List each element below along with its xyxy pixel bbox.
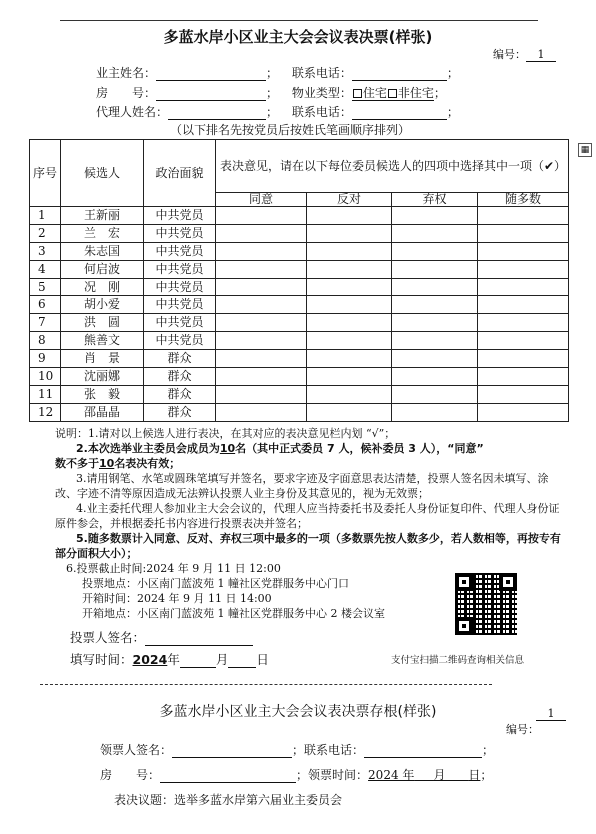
header-politics: 政治面貌	[144, 140, 216, 207]
oppose-cell[interactable]	[307, 385, 392, 403]
table-row	[30, 296, 569, 314]
follow-majority-cell[interactable]	[478, 278, 569, 296]
note-3: 3.请用钢笔、水笔或圆珠笔填写并签名，要求字迹及字面意思表达清楚，投票人签名因未填写、涂改、字迹不清等原因造成无法辨认投票人业主身份及其意见的，视为无效票；	[55, 472, 549, 500]
row-politics: 群众	[144, 350, 216, 368]
note-6: 6.投票截止时间:2024 年 9 月 11 日 12:00	[66, 562, 281, 575]
fill-time-row: 填写时间：2024年 月 日	[70, 652, 269, 667]
order-note: （以下排名先按党员后按姓氏笔画顺序排列）	[170, 123, 411, 137]
receive-time-label: 领票时间：	[308, 768, 369, 782]
open-location: 开箱地点：小区南门蓝波苑 1 幢社区党群服务中心 2 楼会议室	[82, 607, 385, 620]
abstain-cell[interactable]	[392, 224, 478, 242]
agree-cell[interactable]	[216, 207, 307, 225]
fill-time-label: 填写时间：	[70, 652, 133, 667]
agree-cell[interactable]	[216, 314, 307, 332]
room-label: 房 号：	[96, 86, 157, 100]
candidate-table	[29, 139, 569, 422]
room-field[interactable]	[156, 88, 266, 101]
receive-date[interactable]: 2024 年 月 日	[368, 768, 481, 782]
oppose-cell[interactable]	[307, 350, 392, 368]
owner-name-label: 业主姓名：	[96, 66, 157, 80]
agree-cell[interactable]	[216, 403, 307, 421]
oppose-cell[interactable]	[307, 403, 392, 421]
oppose-cell[interactable]	[307, 260, 392, 278]
header-oppose: 反对	[307, 193, 392, 207]
row-politics: 群众	[144, 368, 216, 386]
row-candidate-name: 朱志国	[61, 242, 144, 260]
stub-number-value: 1	[536, 707, 566, 721]
top-rule	[60, 20, 538, 21]
row-candidate-name: 何启波	[61, 260, 144, 278]
agree-cell[interactable]	[216, 385, 307, 403]
stub-topic: 表决议题：选举多蓝水岸第六届业主委员会	[114, 793, 343, 807]
number-value: 1	[526, 49, 556, 62]
agree-cell[interactable]	[216, 242, 307, 260]
follow-majority-cell[interactable]	[478, 332, 569, 350]
abstain-cell[interactable]	[392, 207, 478, 225]
vote-location: 投票地点：小区南门蓝波苑 1 幢社区党群服务中心门口	[82, 577, 349, 590]
table-row	[30, 368, 569, 386]
row-no: 11	[30, 385, 61, 403]
table-row	[30, 207, 569, 225]
follow-majority-cell[interactable]	[478, 314, 569, 332]
oppose-cell[interactable]	[307, 314, 392, 332]
row-candidate-name: 邵晶晶	[61, 403, 144, 421]
oppose-cell[interactable]	[307, 332, 392, 350]
agree-cell[interactable]	[216, 368, 307, 386]
header-candidate: 候选人	[61, 140, 144, 207]
agent-row: 代理人姓名： ； 联系电话： ；	[96, 105, 459, 119]
stub-title: 多蓝水岸小区业主大会会议表决票存根(样张)	[159, 704, 437, 720]
table-row	[30, 403, 569, 421]
ballot-number	[493, 46, 556, 62]
table-row	[30, 224, 569, 242]
stub-number-label: 编号：	[506, 723, 539, 736]
note-1: 说明：1.请对以上候选人进行表决，在其对应的表决意见栏内划 “√”；	[55, 427, 396, 440]
row-politics: 中共党员	[144, 314, 216, 332]
follow-majority-cell[interactable]	[478, 350, 569, 368]
oppose-cell[interactable]	[307, 368, 392, 386]
room-row: 房 号： ； 物业类型： 住宅 非住宅；	[96, 86, 446, 100]
stub-row-1: 领票人签名： ；联系电话： ；	[100, 743, 495, 757]
row-no: 5	[30, 278, 61, 296]
table-row	[30, 314, 569, 332]
row-no: 4	[30, 260, 61, 278]
abstain-cell[interactable]	[392, 242, 478, 260]
cut-line	[40, 684, 492, 685]
header-opinion: 表决意见，请在以下每位委员候选人的四项中选择其中一项（✔）	[216, 140, 569, 193]
row-politics: 中共党员	[144, 296, 216, 314]
stub-phone-label: 联系电话：	[304, 743, 365, 757]
abstain-cell[interactable]	[392, 385, 478, 403]
row-candidate-name: 熊善文	[61, 332, 144, 350]
abstain-cell[interactable]	[392, 403, 478, 421]
row-no: 12	[30, 403, 61, 421]
stub-phone-field[interactable]	[364, 745, 482, 758]
follow-majority-cell[interactable]	[478, 368, 569, 386]
receiver-sign-field[interactable]	[172, 745, 292, 758]
alipay-note: 支付宝扫描二维码查询相关信息	[391, 655, 525, 666]
follow-majority-cell[interactable]	[478, 207, 569, 225]
table-row	[30, 350, 569, 368]
stub-row-2: 房 号： ；领票时间：2024 年 月 日；	[100, 768, 493, 782]
follow-majority-cell[interactable]	[478, 403, 569, 421]
row-candidate-name: 兰 宏	[61, 224, 144, 242]
header-no: 序号	[30, 140, 61, 207]
oppose-cell[interactable]	[307, 296, 392, 314]
voter-sign-row	[70, 628, 253, 646]
abstain-cell[interactable]	[392, 332, 478, 350]
follow-majority-cell[interactable]	[478, 296, 569, 314]
follow-majority-cell[interactable]	[478, 224, 569, 242]
owner-name-field[interactable]	[156, 68, 266, 81]
row-politics: 中共党员	[144, 242, 216, 260]
header-follow-majority: 随多数	[478, 193, 569, 207]
note-5: 5.随多数票计入同意、反对、弃权三项中最多的一项（多数票先按人数多少，若人数相等，再按专有部分面积大小）；	[55, 532, 561, 560]
row-candidate-name: 况 刚	[61, 278, 144, 296]
receiver-sign-label: 领票人签名：	[100, 743, 173, 757]
row-politics: 中共党员	[144, 207, 216, 225]
fill-year[interactable]: 2024	[132, 652, 168, 667]
agent-phone-field[interactable]	[352, 107, 447, 120]
table-row	[30, 385, 569, 403]
row-no: 7	[30, 314, 61, 332]
row-candidate-name: 胡小爱	[61, 296, 144, 314]
abstain-cell[interactable]	[392, 278, 478, 296]
fill-day-field[interactable]	[228, 655, 256, 668]
header-abstain: 弃权	[392, 193, 478, 207]
agree-cell[interactable]	[216, 350, 307, 368]
fill-month-field[interactable]	[180, 655, 216, 668]
row-candidate-name: 沈丽娜	[61, 368, 144, 386]
row-no: 8	[30, 332, 61, 350]
abstain-cell[interactable]	[392, 368, 478, 386]
follow-majority-cell[interactable]	[478, 242, 569, 260]
row-politics: 中共党员	[144, 260, 216, 278]
table-row	[30, 242, 569, 260]
agree-cell[interactable]	[216, 260, 307, 278]
agree-cell[interactable]	[216, 224, 307, 242]
row-no: 1	[30, 207, 61, 225]
agree-cell[interactable]	[216, 296, 307, 314]
oppose-cell[interactable]	[307, 207, 392, 225]
row-candidate-name: 肖 景	[61, 350, 144, 368]
owner-row: 业主姓名： ； 联系电话： ；	[96, 66, 459, 80]
agree-cell[interactable]	[216, 332, 307, 350]
row-politics: 中共党员	[144, 278, 216, 296]
header-agree: 同意	[216, 193, 307, 207]
residential-label: 住宅	[362, 86, 387, 100]
abstain-cell[interactable]	[392, 350, 478, 368]
table-row	[30, 260, 569, 278]
stub-number	[506, 721, 539, 737]
phone-field[interactable]	[352, 68, 447, 81]
ballot-title: 多蓝水岸小区业主大会会议表决票(样张)	[163, 28, 433, 46]
note-4: 4.业主委托代理人参加业主大会会议的，代理人应当持委托书及委托人身份证复印件、代理人身份证原件参会，并根据委托书内容进行投票表决并签名；	[55, 502, 560, 530]
oppose-cell[interactable]	[307, 242, 392, 260]
phone-label: 联系电话：	[291, 66, 352, 80]
row-candidate-name: 王新丽	[61, 207, 144, 225]
voter-sign-label: 投票人签名：	[70, 630, 146, 645]
row-no: 10	[30, 368, 61, 386]
oppose-cell[interactable]	[307, 278, 392, 296]
number-label: 编号：	[493, 48, 526, 61]
row-politics: 中共党员	[144, 224, 216, 242]
row-candidate-name: 洪 圆	[61, 314, 144, 332]
nonresidential-checkbox[interactable]	[388, 89, 397, 98]
stub-room-field[interactable]	[160, 770, 296, 783]
row-politics: 中共党员	[144, 332, 216, 350]
agree-cell[interactable]	[216, 278, 307, 296]
abstain-cell[interactable]	[392, 260, 478, 278]
row-candidate-name: 张 毅	[61, 385, 144, 403]
residential-checkbox[interactable]	[353, 89, 362, 98]
table-row	[30, 278, 569, 296]
row-politics: 群众	[144, 403, 216, 421]
voter-sign-field[interactable]	[145, 633, 253, 646]
table-row	[30, 332, 569, 350]
agent-name-field[interactable]	[168, 107, 266, 120]
row-no: 3	[30, 242, 61, 260]
note-2-cont: 数不多于10名表决有效；	[55, 457, 181, 470]
abstain-cell[interactable]	[392, 296, 478, 314]
property-type-label: 物业类型：	[291, 86, 352, 100]
abstain-cell[interactable]	[392, 314, 478, 332]
stub-room-label: 房 号：	[100, 768, 161, 782]
follow-majority-cell[interactable]	[478, 260, 569, 278]
open-time: 开箱时间：2024 年 9 月 11 日 14:00	[82, 592, 272, 605]
grid-icon[interactable]: ▦	[578, 143, 592, 157]
agent-phone-label: 联系电话：	[291, 105, 352, 119]
row-no: 9	[30, 350, 61, 368]
agent-name-label: 代理人姓名：	[96, 105, 169, 119]
nonresidential-label: 非住宅	[397, 86, 434, 100]
row-no: 2	[30, 224, 61, 242]
oppose-cell[interactable]	[307, 224, 392, 242]
note-2: 2.本次选举业主委员会成员为10名（其中正式委员 7 人，候补委员 3 人），“同意”	[76, 442, 484, 455]
row-politics: 群众	[144, 385, 216, 403]
qr-code	[455, 573, 517, 635]
follow-majority-cell[interactable]	[478, 385, 569, 403]
row-no: 6	[30, 296, 61, 314]
